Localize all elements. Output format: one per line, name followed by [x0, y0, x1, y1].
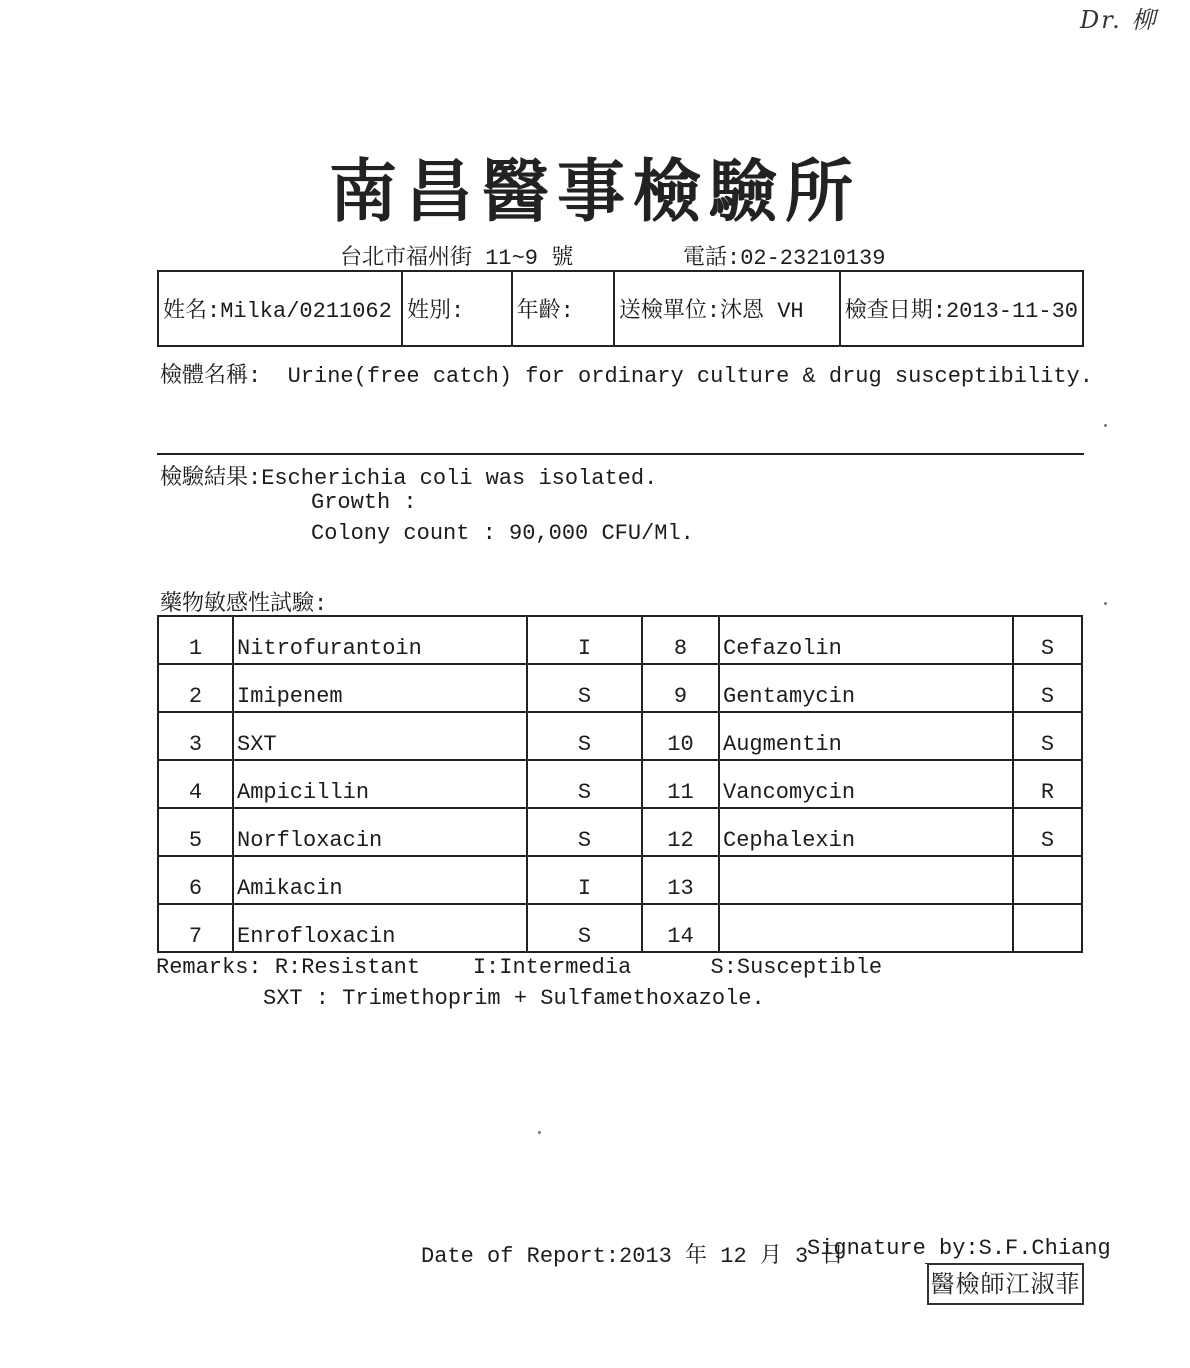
- drug-name: Gentamycin: [719, 664, 1013, 712]
- drug-result: S: [527, 760, 642, 808]
- drug-row: [158, 904, 1082, 952]
- drug-num: 8: [642, 616, 719, 664]
- drug-name: Cefazolin: [719, 616, 1013, 664]
- drug-name: Vancomycin: [719, 760, 1013, 808]
- drug-susceptibility-table: [157, 615, 1083, 953]
- patient-name-cell: 姓名:Milka/0211062: [158, 271, 402, 346]
- remarks-sxt-note: SXT : Trimethoprim + Sulfamethoxazole.: [263, 986, 765, 1011]
- drug-name: Enrofloxacin: [233, 904, 527, 952]
- drug-name: Amikacin: [233, 856, 527, 904]
- divider-line: [157, 453, 1084, 455]
- drug-name: Norfloxacin: [233, 808, 527, 856]
- drug-result: S: [1013, 808, 1082, 856]
- drug-num: 2: [158, 664, 233, 712]
- drug-num: 12: [642, 808, 719, 856]
- drug-row: [158, 856, 1082, 904]
- drug-num: 13: [642, 856, 719, 904]
- drug-name: Ampicillin: [233, 760, 527, 808]
- patient-age-cell: 年齡:: [512, 271, 614, 346]
- drug-num: 10: [642, 712, 719, 760]
- report-date: Date of Report:2013 年 12 月 3 日: [421, 1244, 844, 1269]
- drug-num: 3: [158, 712, 233, 760]
- remarks-legend: Remarks: R:Resistant I:Intermedia S:Susceptible: [156, 955, 883, 980]
- drug-result: I: [527, 856, 642, 904]
- drug-name: Nitrofurantoin: [233, 616, 527, 664]
- drug-row: [158, 616, 1082, 664]
- drug-num: 5: [158, 808, 233, 856]
- drug-num: 6: [158, 856, 233, 904]
- drug-name: SXT: [233, 712, 527, 760]
- drug-num: 14: [642, 904, 719, 952]
- drug-result: I: [527, 616, 642, 664]
- drug-row: [158, 808, 1082, 856]
- scan-speck: [538, 1131, 541, 1134]
- drug-name: Imipenem: [233, 664, 527, 712]
- drug-result: S: [1013, 616, 1082, 664]
- drug-result: S: [1013, 712, 1082, 760]
- patient-info-table: [157, 270, 1084, 347]
- lab-phone: 電話:02-23210139: [683, 246, 886, 271]
- lab-address: 台北市福州街 11~9 號: [340, 246, 574, 271]
- drug-result: S: [527, 712, 642, 760]
- examiner-stamp: 醫檢師江淑菲: [927, 1263, 1084, 1305]
- drug-result: [1013, 904, 1082, 952]
- lab-name-heading: 南昌醫事檢驗所: [328, 152, 861, 232]
- exam-date-cell: 檢查日期:2013-11-30: [840, 271, 1083, 346]
- drug-row: [158, 712, 1082, 760]
- handwritten-note: Dr. 柳: [1080, 6, 1158, 34]
- drug-result: R: [1013, 760, 1082, 808]
- drug-row: [158, 664, 1082, 712]
- drug-num: 4: [158, 760, 233, 808]
- drug-name: [719, 904, 1013, 952]
- result-growth: Growth :: [311, 490, 417, 515]
- signature-text: Signature by:S.F.Chiang: [807, 1236, 1111, 1261]
- drug-result: S: [527, 808, 642, 856]
- drug-name: [719, 856, 1013, 904]
- drug-result: S: [1013, 664, 1082, 712]
- patient-sex-cell: 姓別:: [402, 271, 512, 346]
- drug-num: 9: [642, 664, 719, 712]
- drug-num: 11: [642, 760, 719, 808]
- drug-susceptibility-heading: 藥物敏感性試驗:: [160, 592, 328, 617]
- submitting-unit-cell: 送檢單位:沐恩 VH: [614, 271, 840, 346]
- scan-speck: [1104, 602, 1107, 605]
- scan-speck: [1104, 424, 1107, 427]
- drug-name: Cephalexin: [719, 808, 1013, 856]
- result-organism: 檢驗結果:Escherichia coli was isolated.: [160, 466, 658, 491]
- drug-result: S: [527, 904, 642, 952]
- drug-num: 7: [158, 904, 233, 952]
- drug-result: [1013, 856, 1082, 904]
- drug-row: [158, 760, 1082, 808]
- result-colony-count: Colony count : 90,000 CFU/Ml.: [311, 521, 694, 546]
- drug-num: 1: [158, 616, 233, 664]
- drug-result: S: [527, 664, 642, 712]
- drug-name: Augmentin: [719, 712, 1013, 760]
- specimen-name: 檢體名稱: Urine(free catch) for ordinary culture & drug susceptibility.: [160, 364, 1093, 389]
